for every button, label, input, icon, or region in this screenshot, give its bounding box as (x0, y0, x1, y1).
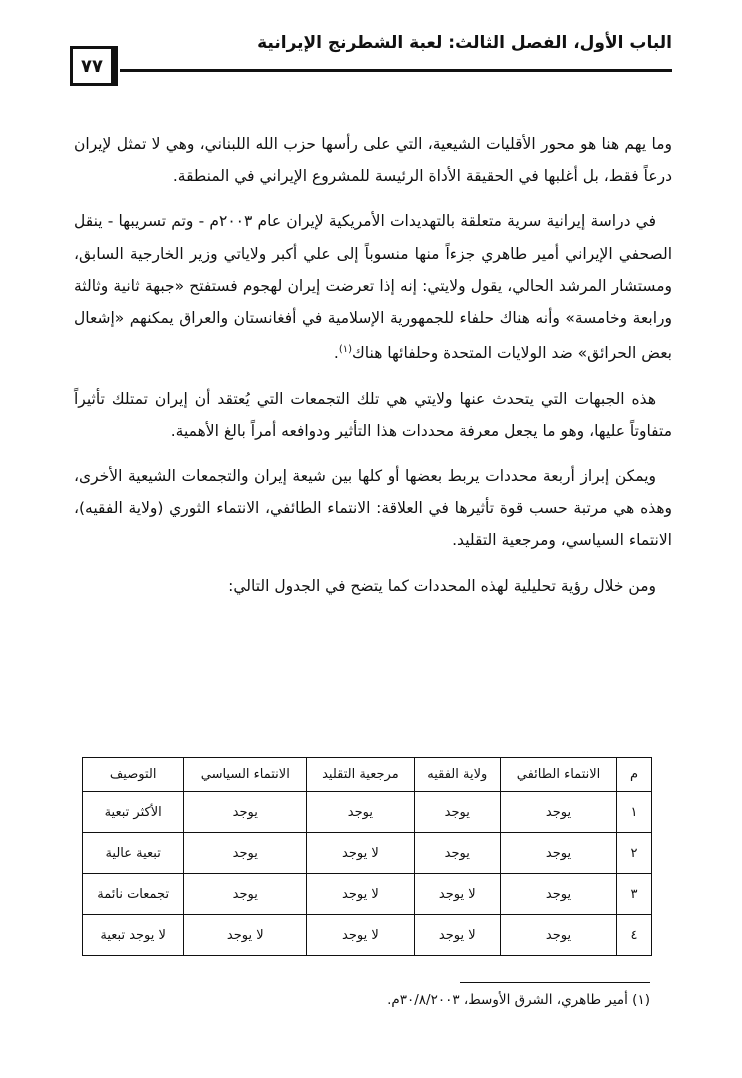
table-cell: الأكثر تبعية (83, 792, 184, 833)
paragraph-2: في دراسة إيرانية سرية متعلقة بالتهديدات الأمريكية لإيران عام ٢٠٠٣م - وتم تسريبها - ينقل الصحفي الإيراني أمير طاهري جزءاً منها منسوباً إلى علي أكبر ولاياتي وزير الخارجية السابق، ومستشار المرشد الحالي، يقول ولايتي: إنه إذا تعرضت إيران لهجوم فستفتح «جبهة ثانية وثالثة ورابعة وخامسة» وأنه هناك حلفاء للجمهورية الإسلامية في أفغانستان والعراق يمكنهم «إشعال بعض الحرائق» ضد الولايات المتحدة وحلفائها هناك$^{(١)}$. (74, 212, 672, 363)
footnote-reference: (١) (338, 344, 353, 356)
table-cell: ١ (617, 792, 652, 833)
header-cell-marjaiya: مرجعية التقليد (307, 758, 414, 792)
paragraph-4: ويمكن إبراز أربعة محددات يربط بعضها أو كلها بين شيعة إيران والتجمعات الشيعية الأخرى، وهذه هي مرتبة حسب قوة تأثيرها في العلاقة: الانتماء الطائفي، الانتماء الثوري (ولاية الفقيه)، الانتماء السياسي، ومرجعية التقليد. (74, 466, 672, 550)
page-number: ٧٧ (70, 46, 118, 86)
header-cell-number: م (617, 758, 652, 792)
table-cell: تجمعات نائمة (83, 874, 184, 915)
paragraph-2-text: في دراسة إيرانية سرية متعلقة بالتهديدات الأمريكية لإيران عام ٢٠٠٣م - وتم تسريبها - ينقل الصحفي الإيراني أمير طاهري جزءاً منها منسوباً إلى علي أكبر ولاياتي وزير الخارجية السابق، ومستشار المرشد الحالي، يقول ولايتي: إنه إذا تعرضت إيران لهجوم فستفتح «جبهة ثانية وثالثة ورابعة وخامسة» وأنه هناك حلفاء للجمهورية الإسلامية في أفغانستان والعراق يمكنهم «إشعال بعض الحرائق» ضد الولايات المتحدة وحلفائها هناك (74, 212, 672, 363)
table-cell: يوجد (184, 874, 307, 915)
header-cell-description: التوصيف (83, 758, 184, 792)
determinants-table (82, 757, 652, 956)
footnote-separator (460, 982, 650, 983)
table-cell: لا يوجد تبعية (83, 915, 184, 956)
table-cell: لا يوجد (307, 833, 414, 874)
running-header-title: الباب الأول، الفصل الثالث: لعبة الشطرنج الإيرانية (257, 33, 672, 53)
table-cell: يوجد (501, 833, 617, 874)
table-cell: يوجد (414, 833, 501, 874)
table-cell: ٢ (617, 833, 652, 874)
table-cell: يوجد (184, 833, 307, 874)
footnote: (١) أمير طاهري، الشرق الأوسط، ٣٠/٨/٢٠٠٣م. (387, 992, 650, 1008)
table-header-row (83, 758, 652, 792)
table-cell: يوجد (501, 874, 617, 915)
table-cell: ٤ (617, 915, 652, 956)
table-cell: يوجد (414, 792, 501, 833)
header-rule (120, 69, 672, 72)
table-cell: ٣ (617, 874, 652, 915)
table-cell: تبعية عالية (83, 833, 184, 874)
table-cell: يوجد (307, 792, 414, 833)
paragraph-3: هذه الجبهات التي يتحدث عنها ولايتي هي تلك التجمعات التي يُعتقد أن إيران تمتلك تأثيراً متفاوتاً عليها، وهو ما يجعل معرفة محددات هذا التأثير ودوافعه أمراً بالغ الأهمية. (74, 389, 672, 440)
table-cell: لا يوجد (414, 915, 501, 956)
header-cell-sectarian: الانتماء الطائفي (501, 758, 617, 792)
body-text (74, 128, 672, 615)
table-cell: يوجد (184, 792, 307, 833)
table-cell: لا يوجد (307, 874, 414, 915)
table-cell: لا يوجد (414, 874, 501, 915)
table-cell: يوجد (501, 792, 617, 833)
table-cell: لا يوجد (307, 915, 414, 956)
paragraph-5: ومن خلال رؤية تحليلية لهذه المحددات كما يتضح في الجدول التالي: (228, 576, 656, 595)
table-row (83, 833, 652, 874)
paragraph-1: وما يهم هنا هو محور الأقليات الشيعية، التي على رأسها حزب الله اللبناني، وهي لا تمثل لإيران درعاً فقط، بل أغلبها في الحقيقة الأداة الرئيسة للمشروع الإيراني في المنطقة. (74, 135, 672, 186)
table-row (83, 792, 652, 833)
table-row (83, 874, 652, 915)
header-cell-velayat: ولاية الفقيه (414, 758, 501, 792)
table-row (83, 915, 652, 956)
table-cell: يوجد (501, 915, 617, 956)
header-cell-political: الانتماء السياسي (184, 758, 307, 792)
table-cell: لا يوجد (184, 915, 307, 956)
